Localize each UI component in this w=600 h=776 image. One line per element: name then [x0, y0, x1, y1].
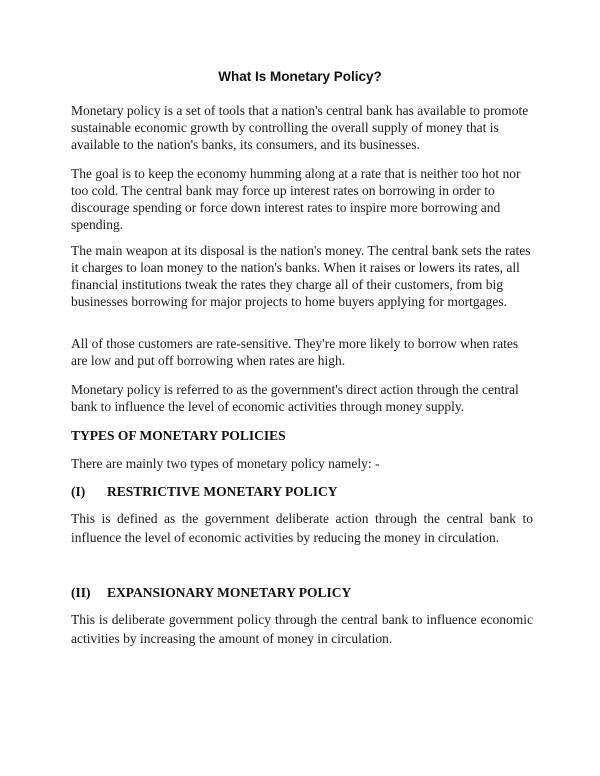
paragraph-rate-sensitive: All of those customers are rate-sensitive. They're more likely to borrow when rates are low and put off borrowing when rates are high. — [71, 336, 519, 368]
restrictive-title: RESTRICTIVE MONETARY POLICY — [107, 484, 338, 499]
paragraph-definition: Monetary policy is a set of tools that a nation's central bank has available to promote sustainable economic growth by controlling the overall supply of money that is available to the nation's banks, its consumers, and its businesses. — [71, 103, 529, 152]
restrictive-heading — [71, 483, 338, 500]
types-heading: TYPES OF MONETARY POLICIES — [71, 428, 286, 443]
paragraph-government-action: Monetary policy is referred to as the government's direct action through the central bank to influence the level of economic activities through money supply. — [71, 382, 519, 414]
restrictive-numeral: (I) — [71, 484, 86, 499]
page-title: What Is Monetary Policy? — [218, 69, 382, 84]
expansionary-text: This is deliberate government policy through the central bank to influence economic activities by increasing the amount of money in circulation. — [71, 612, 533, 646]
restrictive-text: This is defined as the government deliberate action through the central bank to influence the level of economic activities by reducing the money in circulation. — [71, 511, 533, 545]
paragraph-main-weapon: The main weapon at its disposal is the nation's money. The central bank sets the rates it charges to loan money to the nation's banks. When it raises or lowers its rates, all financial institutions tweak the rates they charge all of their customers, from big businesses borrowing for major projects to home buyers applying for mortgages. — [71, 243, 531, 309]
expansionary-title: EXPANSIONARY MONETARY POLICY — [107, 585, 352, 600]
paragraph-goal: The goal is to keep the economy humming along at a rate that is neither too hot nor too cold. The central bank may force up interest rates on borrowing in order to discourage spending or force down interest rates to inspire more borrowing and spending. — [71, 166, 521, 232]
types-intro: There are mainly two types of monetary policy namely: - — [71, 456, 380, 471]
expansionary-heading — [71, 584, 351, 601]
expansionary-numeral: (II) — [71, 585, 91, 600]
